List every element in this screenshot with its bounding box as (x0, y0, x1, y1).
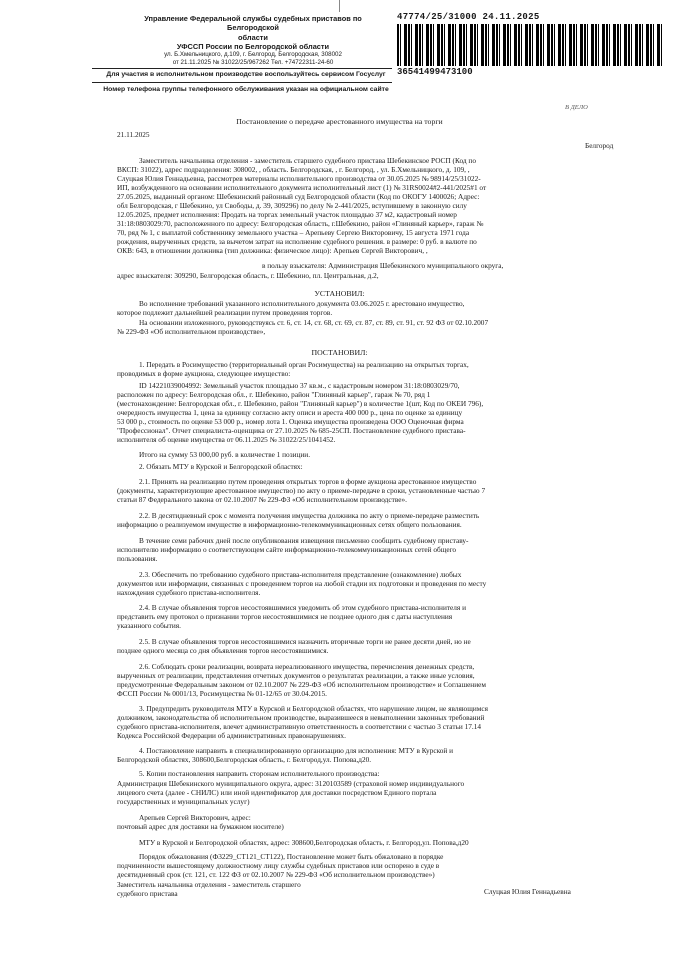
intro-line: ВКСП: 31022), адрес подразделения: 308002, , область. Белгородская, , г. Белгород, , ул. Б.Хмельницкого, д. 109, , (117, 165, 470, 174)
document-date: 21.11.2025 (117, 130, 150, 139)
agency-address-line1: ул. Б.Хмельницкого, д.109, г. Белгород, Белгородская, 308002 (164, 51, 342, 58)
intro-line: 70, ряд № 1, с выплатой собственнику земельного участка – Арепьеву Сергею Викторовичу, 15 августа 1971 года (117, 228, 470, 237)
recipient-administration: лицевого счета (далее - СНИЛС) или иной идентификатор для доставки посредством Единого портала (117, 788, 437, 797)
resolution-p4: 4. Постановление направить в специализированную организацию для исполнения: МТУ в Курской и (139, 746, 454, 755)
recipient-debtor: Арепьев Сергей Викторович, адрес: (139, 813, 251, 822)
signer-name: Слуцкая Юлия Геннадьевна (484, 887, 571, 896)
intro-line: Слуцкая Юлия Геннадьевна, рассмотрев материалы исполнительного производства от 30.05.2025 № 98914/25/31022- (117, 174, 481, 183)
property-line: ID 14221039004992: Земельный участок площадью 37 кв.м., с кадастровым номером 31:18:0803029/70, (139, 381, 460, 390)
header-divider (92, 68, 392, 69)
resolution-p3: должником, законодательства об исполнительном производстве, выразившееся в невыполнении законных требований (117, 713, 485, 722)
clause-2-2: информацию о реализуемом имуществе в информационно-телекоммуникационных сетях общего пользования. (117, 520, 462, 529)
clause-2-2b: В течение семи рабочих дней после опубликования извещения письменно сообщить судебному приставу- (139, 536, 469, 545)
clause-2-2: 2.2. В десятидневный срок с момента получения имущества должника по акту о приеме-передаче разместить (139, 511, 480, 520)
resolution-p1: 1. Передать в Росимущество (территориальный орган Росимущества) на реализацию на открытых торгах, (139, 360, 469, 369)
agency-name-line2: области (238, 32, 268, 42)
clause-2-6: ФССП России № 0001/13, Росимущества № 01-12/65 от 30.04.2015. (117, 689, 327, 698)
registration-number: 47774/25/31000 24.11.2025 (397, 12, 540, 22)
appeal-procedure: подчиненности вышестоящему должностному лицу службы судебных приставов или оспорено в суде в (117, 861, 440, 870)
appeal-procedure: десятидневный срок (ст. 121, ст. 122 ФЗ от 02.10.2007 № 229-ФЗ «Об исполнительном производстве») (117, 870, 435, 879)
established-line: На основании изложенного, руководствуясь ст. 6, ст. 14, ст. 68, ст. 69, ст. 87, ст. 89, ст. 91, ст. 92 ФЗ от 02.10.2007 (139, 318, 489, 327)
clause-2-4: представить ему протокол о признании торгов несостоявшимися не позднее одного дня с даты наступления (117, 612, 453, 621)
resolution-p5: 5. Копии постановления направить сторонам исполнительного производства: (139, 769, 380, 778)
service-notice: Для участия в исполнительном производстве воспользуйтесь сервисом Госуслуг (106, 71, 386, 78)
clause-2-6: вырученных от реализации, представления отчетных документов о результатах реализации, а также иные условия, (117, 671, 475, 680)
intro-line: ИП, возбужденного на основании исполнительного документа исполнительный лист (1) № 31RS0024#2-441/2025#1 от (117, 183, 487, 192)
claimant-line: адрес взыскателя: 309290, Белгородская область, г. Шебекино, пл. Центральная, д.2, (117, 271, 379, 280)
property-line: исполнителя об оценке имущества от 06.11.2025 № 31022/25/1041452. (117, 435, 336, 444)
clause-2-4: 2.4. В случае объявления торгов несостоявшимися уведомить об этом судебного пристава-исполнителя и (139, 603, 467, 612)
resolved-heading: ПОСТАНОВИЛ: (311, 348, 368, 357)
clause-2-3: 2.3. Обеспечить по требованию судебного пристава-исполнителя представление (ознакомление) любых (139, 570, 462, 579)
intro-line: обл Белгородская, г Шебекино, ул Свободы, д. 39, 309296) по делу № 2-441/2025, вступившему в законную силу (117, 201, 467, 210)
clause-2-5: 2.5. В случае объявления торгов несостоявшимися назначить вторичные торги не ранее десяти дней, но не (139, 637, 471, 646)
signer-position: Заместитель начальника отделения - заместитель старшего (117, 880, 301, 889)
notice-divider (92, 82, 392, 83)
property-line: "Профессионал". Отчет специалиста-оценщика от 27.10.2025 № 685-25СП. Постановление судебного пристава- (117, 426, 466, 435)
total-line: Итого на сумму 53 000,00 руб. в количестве 1 позиции. (139, 450, 311, 459)
resolution-p2: 2. Обязать МТУ в Курской и Белгородской областях: (139, 462, 303, 471)
department-name: УФССП России по Белгородской области (176, 41, 330, 51)
v-delo-stamp: В ДЕЛО (565, 104, 588, 111)
clause-2-6: 2.6. Соблюдать сроки реализации, возврата нереализованного имущества, перечисления денежных средств, (139, 662, 475, 671)
resolution-p4: Белгородской областях, 308600,Белгородская область, г. Белгород,ул. Попова,д20. (117, 755, 372, 764)
resolution-p3: судебного пристава-исполнителя, влечет административную ответственность в соответствии с частью 3 статьи 17.14 (117, 722, 482, 731)
clause-2-1: статьи 87 Федерального закона от 02.10.2007 № 229-ФЗ «Об исполнительном производстве». (117, 495, 407, 504)
property-line: расположен по адресу: Белгородская обл., г. Шебекино, район "Глиняный карьер", гараж № 70, ряд 1 (117, 390, 431, 399)
fold-mark (339, 0, 340, 12)
recipient-debtor: почтовый адрес для доставки на бумажном носителе) (117, 822, 284, 831)
agency-name-line1: Управление Федеральной службы судебных приставов по Белгородской (144, 14, 362, 33)
intro-line: 12.05.2025, предмет исполнения: Продать на торгах земельный участок площадью 37 м2, кадастровый номер (117, 210, 457, 219)
signer-position: судебного пристава (117, 889, 178, 898)
resolution-p3: 3. Предупредить руководителя МТУ в Курской и Белгородской областях, что нарушение лицом, не являющимся (139, 704, 488, 713)
resolution-p3: Кодекса Российской Федерации об административных правонарушениях. (117, 731, 346, 740)
established-line: Во исполнение требований указанного исполнительного документа 03.06.2025 г. арестовано имущество, (139, 299, 465, 308)
intro-line: 31:18:0803029:70, расположенного по адресу: Белгородская область, г.Шебекино, район «Глиняный карьер», гараж № (117, 219, 484, 228)
clause-2-2b: пользования. (117, 554, 158, 563)
intro-line: рождения, вырученных средств, за вычетом затрат на исполнение судебного решения. в размере: 0 руб. в валюте по (117, 237, 477, 246)
clause-2-6: предусмотренные Федеральным законом от 02.10.2007 № 229-ФЗ «Об исполнительном производстве» и Соглашением (117, 680, 486, 689)
clause-2-3: нахождения судебного пристава-исполнителя. (117, 588, 261, 597)
recipient-mtu: МТУ в Курской и Белгородской областях, адрес: 308600,Белгородская область, г. Белгород,ул. Попова,д20 (139, 838, 469, 847)
clause-2-4: указанного события. (117, 621, 181, 630)
intro-line: Заместитель начальника отделения - заместитель старшего судебного пристава Шебекинское РОСП (Код по (139, 156, 476, 165)
clause-2-2b: исполнителю информацию о соответствующем сайте информационно-телекоммуникационных сетей общего (117, 545, 457, 554)
property-line: 53 000 р., стоимость по оценке 53 000 р., номер лота 1. Оценка имущества произведена ООО Оценочная фирма (117, 417, 464, 426)
phone-notice: Номер телефона группы телефонного обслуживания указан на официальном сайте (103, 86, 389, 93)
intro-line: ОКВ: 643, в отношении должника (тип должника: физическое лицо): Арепьев Сергей Викторович, , (117, 246, 428, 255)
agency-header (118, 14, 388, 67)
clause-2-1: (документы, характеризующие арестованное имущество) по акту о приеме-передаче в сроки, установленные частью 7 (117, 486, 486, 495)
established-heading: УСТАНОВИЛ: (314, 289, 365, 298)
established-line: № 229-ФЗ «Об исполнительном производстве», (117, 327, 266, 336)
intro-line: 27.05.2025, выданный органом: Шебекинский районный суд Белгородской области (Код по ОКОГУ 1400026; Адрес: (117, 192, 480, 201)
appeal-procedure: Порядок обжалования (Ф3229_СТ121_СТ122), Постановление может быть обжаловано в порядке (139, 852, 444, 861)
barcode-number: 36541499473100 (397, 67, 473, 77)
established-line: которое подлежит дальнейшей реализации путем проведения торгов. (117, 308, 333, 317)
claimant-line: в пользу взыскателя: Администрация Шебекинского муниципального округа, (262, 261, 504, 270)
property-line: очередность имущества 1, цена за единицу согласно акту описи и ареста 400 000 р., цена по оценке за единицу (117, 408, 463, 417)
property-line: (местонахождение: Белгородская обл., г. Шебекино, район "Глиняный карьер") в количестве 1(шт, Код по ОКЕИ 796), (117, 399, 484, 408)
barcode (397, 24, 662, 66)
document-title: Постановление о передаче арестованного имущества на торги (236, 117, 443, 126)
clause-2-5: позднее одного месяца со дня объявления торгов несостоявшимися. (117, 646, 329, 655)
agency-address-line2: от 21.11.2025 № 31022/25/967262 Тел. +74722311-24-60 (172, 58, 334, 66)
clause-2-3: документов или информации, связанных с проведением торгов на любой стадии их подготовки и проведения по месту (117, 579, 487, 588)
document-city: Белгород (585, 141, 614, 150)
recipient-administration: Администрация Шебекинского муниципального округа, адрес: 3120103589 (страховой номер индивидуального (117, 779, 465, 788)
recipient-administration: государственных и муниципальных услуг) (117, 797, 250, 806)
clause-2-1: 2.1. Принять на реализацию путем проведения открытых торгов в форме аукциона арестованное имущество (139, 477, 477, 486)
resolution-p1: проводимых в форме аукциона, следующее имущество: (117, 369, 291, 378)
